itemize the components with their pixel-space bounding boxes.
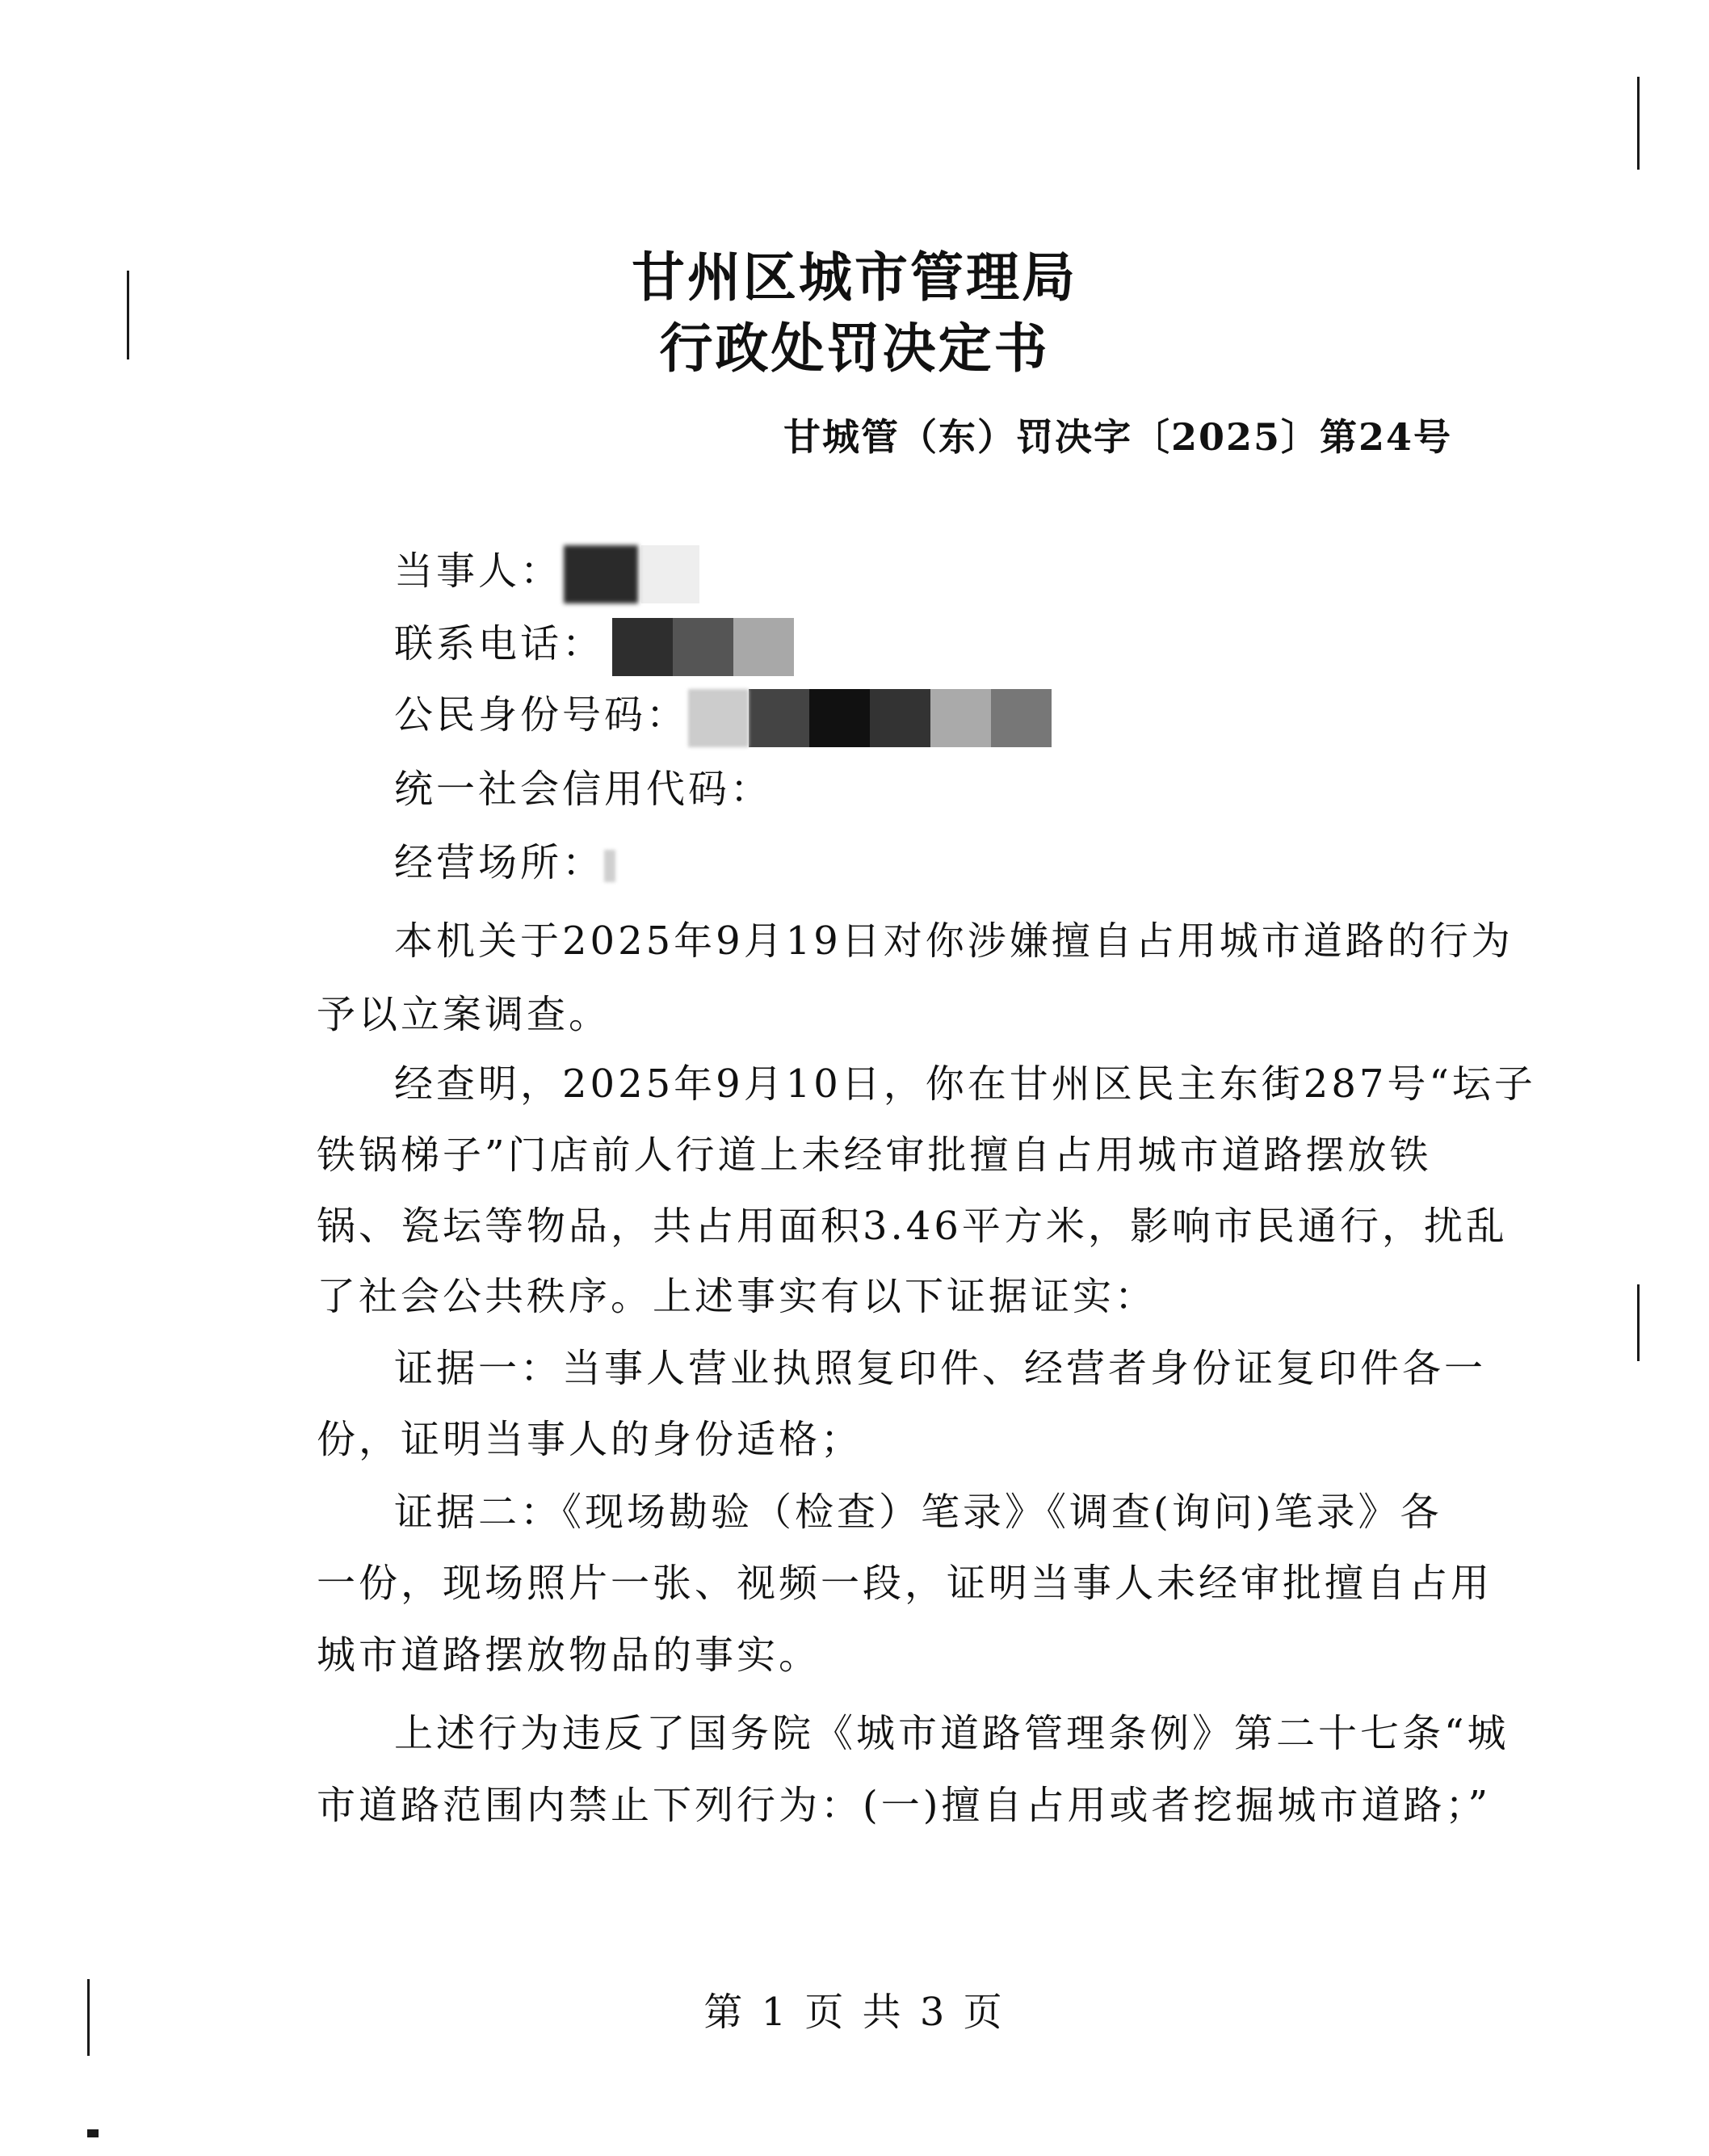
field-id-number <box>394 687 1052 743</box>
field-label: 当事人： <box>394 548 563 594</box>
redaction-block <box>749 689 809 747</box>
agency-title: 甘州区城市管理局 <box>632 246 1077 309</box>
field-label: 公民身份号码： <box>394 692 689 738</box>
redaction-block <box>733 618 794 676</box>
text-line: 予以立案调查。 <box>317 992 611 1037</box>
page-number: 第 1 页 共 3 页 <box>703 1990 1006 2035</box>
redaction-block <box>612 618 673 676</box>
redaction-block <box>809 689 870 747</box>
redaction-block <box>604 850 615 882</box>
text-line: 证据一：当事人营业执照复印件、经营者身份证复印件各一 <box>394 1346 1487 1391</box>
redaction-block <box>673 618 733 676</box>
text-line: 铁锅梯子”门店前人行道上未经审批擅自占用城市道路摆放铁 <box>317 1133 1432 1178</box>
scan-edge-mark <box>87 2129 99 2137</box>
text-line: 经查明，2025年9月10日，你在甘州区民主东街287号“坛子 <box>394 1061 1536 1107</box>
text-line: 一份，现场照片一张、视频一段，证明当事人未经审批擅自占用 <box>317 1561 1493 1606</box>
text-line: 份，证明当事人的身份适格； <box>317 1417 863 1462</box>
field-credit-code <box>394 761 772 817</box>
field-business-location <box>394 834 615 891</box>
text-line: 本机关于2025年9月19日对你涉嫌擅自占用城市道路的行为 <box>394 918 1514 964</box>
scan-edge-mark <box>1637 77 1640 170</box>
field-phone <box>394 616 794 672</box>
redaction-block <box>930 689 991 747</box>
document-title: 行政处罚决定书 <box>659 317 1050 380</box>
text-line: 城市道路摆放物品的事实。 <box>317 1633 821 1678</box>
redaction-block <box>688 689 749 747</box>
redaction-block <box>991 689 1052 747</box>
field-label: 联系电话： <box>394 621 605 666</box>
redaction-block <box>641 545 699 603</box>
text-line: 上述行为违反了国务院《城市道路管理条例》第二十七条“城 <box>394 1711 1510 1756</box>
scan-edge-mark <box>1637 1284 1640 1361</box>
text-line: 了社会公共秩序。上述事实有以下证据证实： <box>317 1274 1157 1319</box>
document-number: 甘城管（东）罚决字〔2025〕第24号 <box>783 415 1452 459</box>
redaction-block <box>870 689 930 747</box>
text-line: 证据二：《现场勘验（检查）笔录》《调查(询问)笔录》各 <box>394 1490 1442 1535</box>
field-party <box>394 543 699 599</box>
field-label: 统一社会信用代码： <box>394 767 773 812</box>
text-line: 锅、瓷坛等物品，共占用面积3.46平方米，影响市民通行，扰乱 <box>317 1204 1508 1249</box>
field-label: 经营场所： <box>394 840 605 885</box>
redaction-block <box>564 545 638 603</box>
text-line: 市道路范围内禁止下列行为：(一)擅自占用或者挖掘城市道路；” <box>317 1783 1491 1828</box>
